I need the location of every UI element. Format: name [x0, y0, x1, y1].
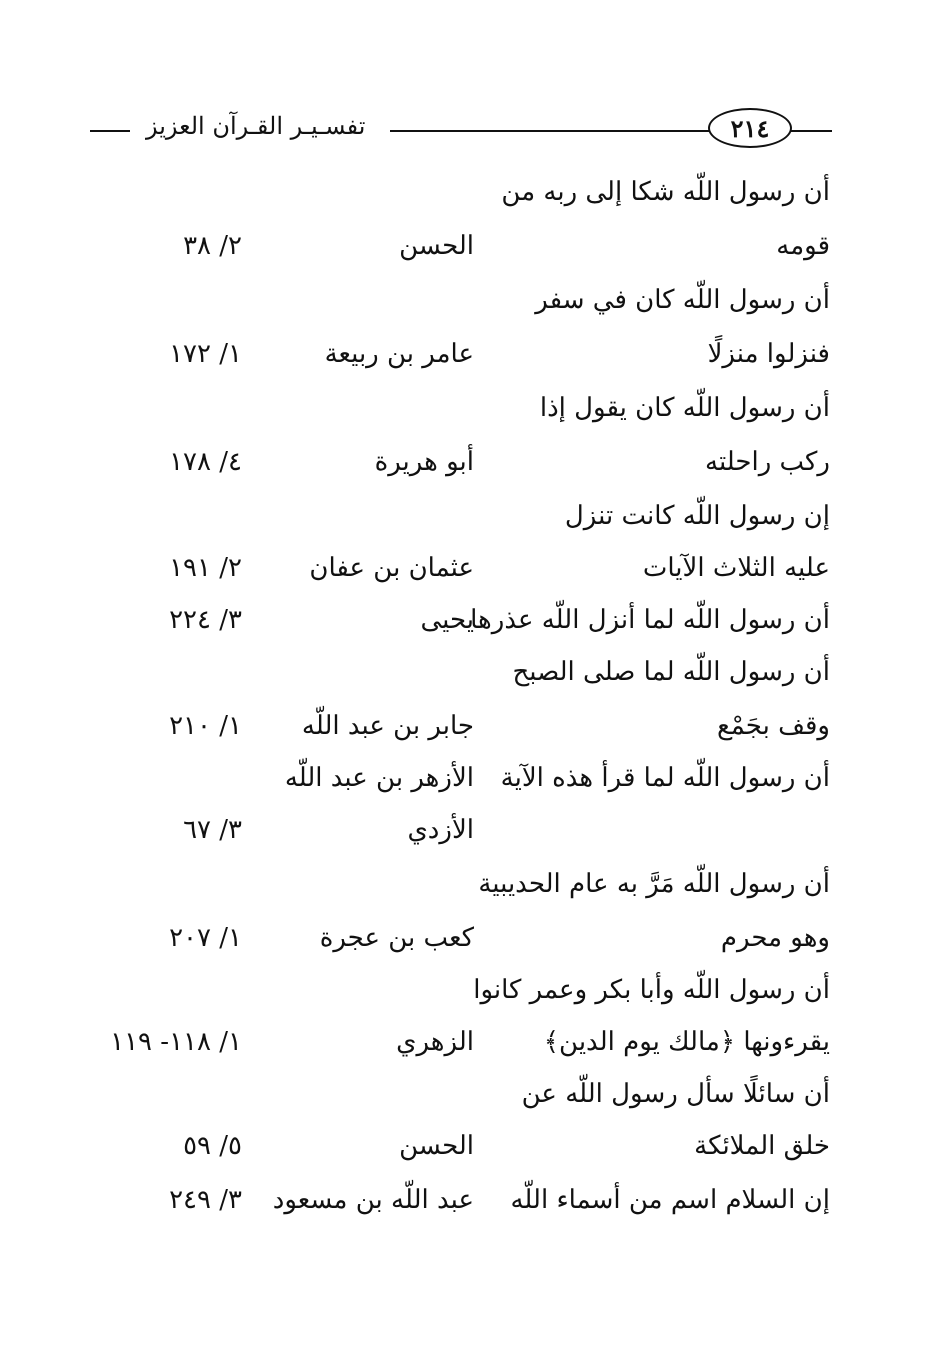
index-row [0, 442, 934, 482]
index-row [0, 810, 934, 850]
volume-page-ref: ٢/ ٣٨ [183, 231, 242, 261]
narrator: الزهري [396, 1027, 474, 1057]
page-number: ٢١٤ [708, 108, 792, 148]
volume-page-ref: ٢/ ١٩١ [169, 553, 242, 583]
hadith-incipit: أن رسول اللّه شكا إلى ربه من [501, 177, 830, 207]
narrator: الأزدي [407, 815, 474, 845]
volume-page-ref: ١/ ٢١٠ [169, 711, 242, 741]
hadith-incipit: إن السلام اسم من أسماء اللّه [510, 1185, 830, 1215]
hadith-incipit: أن سائلًا سأل رسول اللّه عن [521, 1079, 830, 1109]
volume-page-ref: ٤/ ١٧٨ [169, 447, 242, 477]
hadith-incipit: يقرءونها ﴿مالك يوم الدين﴾ [543, 1027, 830, 1057]
narrator: عبد اللّه بن مسعود [272, 1185, 474, 1215]
narrator: الحسن [399, 231, 474, 261]
narrator: عثمان بن عفان [309, 553, 474, 583]
hadith-incipit: أن رسول اللّه مَرَّ به عام الحديبية [478, 869, 830, 899]
hadith-incipit: أن رسول اللّه لما قرأ هذه الآية [500, 763, 830, 793]
narrator: عامر بن ربيعة [324, 339, 474, 369]
hadith-incipit: خلق الملائكة [694, 1131, 830, 1161]
narrator: الحسن [399, 1131, 474, 1161]
hadith-incipit: قومه [776, 231, 830, 261]
narrator: الأزهر بن عبد اللّه [284, 763, 474, 793]
volume-page-ref: ٥/ ٥٩ [183, 1131, 242, 1161]
hadith-incipit: أن رسول اللّه كان يقول إذا [539, 393, 830, 423]
hadith-incipit: ركب راحلته [705, 447, 830, 477]
index-row [0, 1126, 934, 1166]
narrator: أبو هريرة [374, 447, 474, 477]
index-row [0, 1074, 934, 1114]
hadith-incipit: أن رسول اللّه وأبا بكر وعمر كانوا [473, 975, 830, 1005]
running-title: تفسـيـر القـرآن العزيز [146, 112, 366, 140]
index-row [0, 652, 934, 692]
hadith-incipit: أن رسول اللّه لما أنزل اللّه عذرها [470, 605, 830, 635]
volume-page-ref: ٣/ ٢٢٤ [169, 605, 242, 635]
index-row [0, 280, 934, 320]
index-row [0, 548, 934, 588]
index-row [0, 758, 934, 798]
hadith-incipit: إن رسول اللّه كانت تنزل [564, 501, 830, 531]
volume-page-ref: ١/ ٢٠٧ [169, 923, 242, 953]
index-row [0, 1180, 934, 1220]
index-row [0, 1022, 934, 1062]
index-row [0, 918, 934, 958]
volume-page-ref: ٣/ ٦٧ [183, 815, 242, 845]
hadith-incipit: عليه الثلاث الآيات [642, 553, 830, 583]
index-row [0, 496, 934, 536]
narrator: يحيى [420, 605, 474, 635]
hadith-incipit: فنزلوا منزلًا [707, 339, 830, 369]
volume-page-ref: ١/ ١١٨- ١١٩ [110, 1027, 242, 1057]
index-row [0, 388, 934, 428]
narrator: كعب بن عجرة [319, 923, 474, 953]
hadith-incipit: وقف بجَمْع [716, 711, 830, 741]
narrator: جابر بن عبد اللّه [301, 711, 474, 741]
index-row [0, 172, 934, 212]
hadith-incipit: أن رسول اللّه لما صلى الصبح [512, 657, 830, 687]
index-row [0, 706, 934, 746]
index-row [0, 970, 934, 1010]
volume-page-ref: ٣/ ٢٤٩ [169, 1185, 242, 1215]
hadith-incipit: أن رسول اللّه كان في سفر [535, 285, 830, 315]
index-row [0, 334, 934, 374]
index-row [0, 864, 934, 904]
index-row [0, 600, 934, 640]
hadith-incipit: وهو محرم [720, 923, 830, 953]
volume-page-ref: ١/ ١٧٢ [169, 339, 242, 369]
index-row [0, 226, 934, 266]
